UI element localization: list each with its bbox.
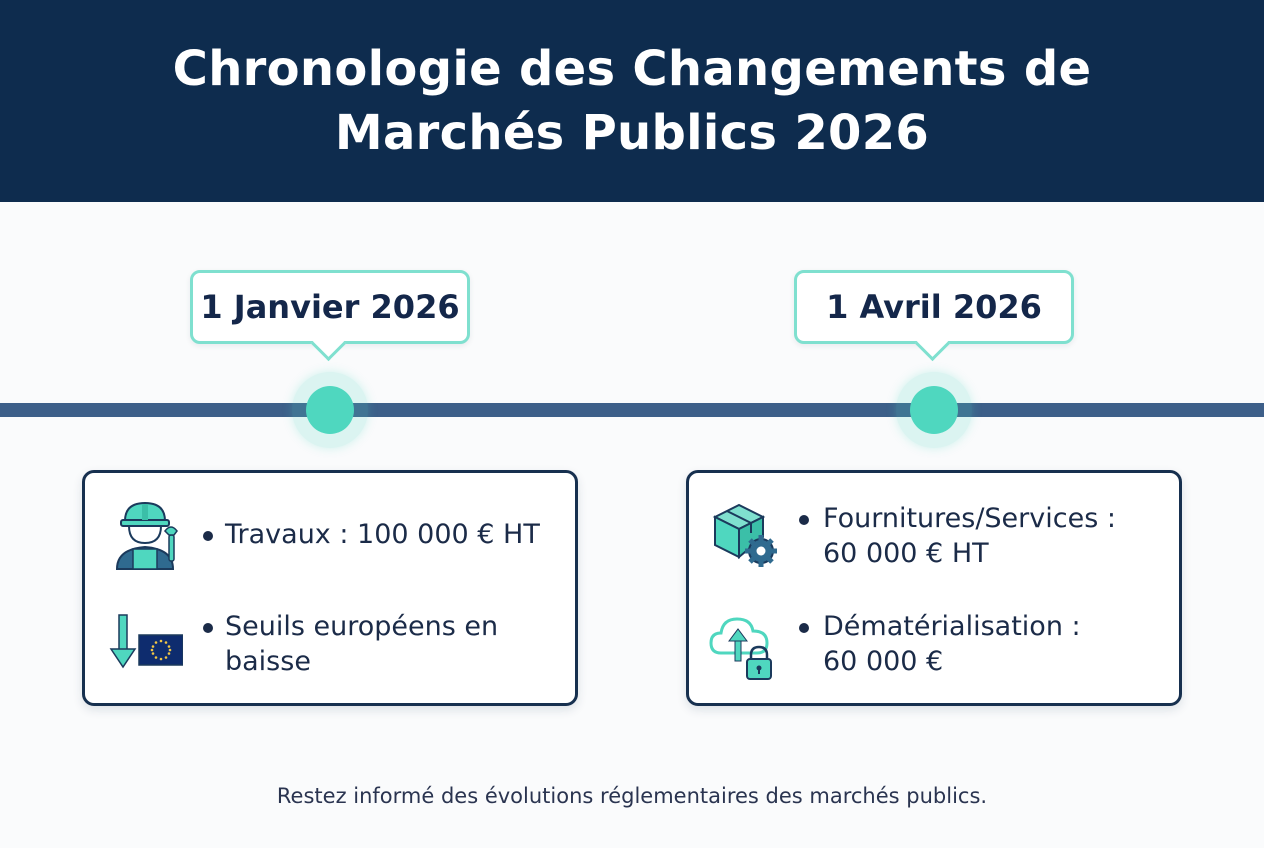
milestone-node-april	[896, 372, 972, 448]
item-dematerialisation-text	[823, 609, 1173, 679]
item-text-line: Dématérialisation :	[823, 611, 1081, 642]
footer-note: Restez informé des évolutions réglementaires des marchés publics.	[276, 784, 988, 808]
card-january	[82, 470, 578, 706]
milestone-dot	[910, 386, 958, 434]
header-banner	[0, 0, 1264, 202]
item-seuils-text	[225, 609, 565, 679]
item-text-line: 60 000 €	[823, 646, 944, 677]
date-label-january: 1 Janvier 2026	[200, 288, 460, 326]
cloud-lock-icon	[707, 609, 781, 683]
package-gear-icon	[707, 497, 781, 571]
item-text-line: Travaux : 100 000 € HT	[225, 519, 540, 550]
timeline-line	[0, 403, 1264, 417]
bullet	[799, 515, 809, 525]
page-title-line-1: Chronologie des Changements de	[172, 41, 1092, 97]
milestone-node-january	[292, 372, 368, 448]
item-text-line: 60 000 € HT	[823, 538, 989, 569]
bullet	[203, 623, 213, 633]
construction-worker-icon	[109, 497, 183, 571]
milestone-dot	[306, 386, 354, 434]
item-text-line: Seuils européens en	[225, 611, 499, 642]
bullet	[203, 531, 213, 541]
card-april	[686, 470, 1182, 706]
date-label-april: 1 Avril 2026	[826, 288, 1042, 326]
item-fournitures-text	[823, 501, 1173, 571]
bullet	[799, 623, 809, 633]
eu-threshold-down-icon	[109, 609, 183, 683]
item-text-line: baisse	[225, 646, 311, 677]
item-text-line: Fournitures/Services :	[823, 503, 1116, 534]
item-travaux-text	[225, 517, 565, 552]
page-title-line-2: Marchés Publics 2026	[334, 105, 930, 161]
